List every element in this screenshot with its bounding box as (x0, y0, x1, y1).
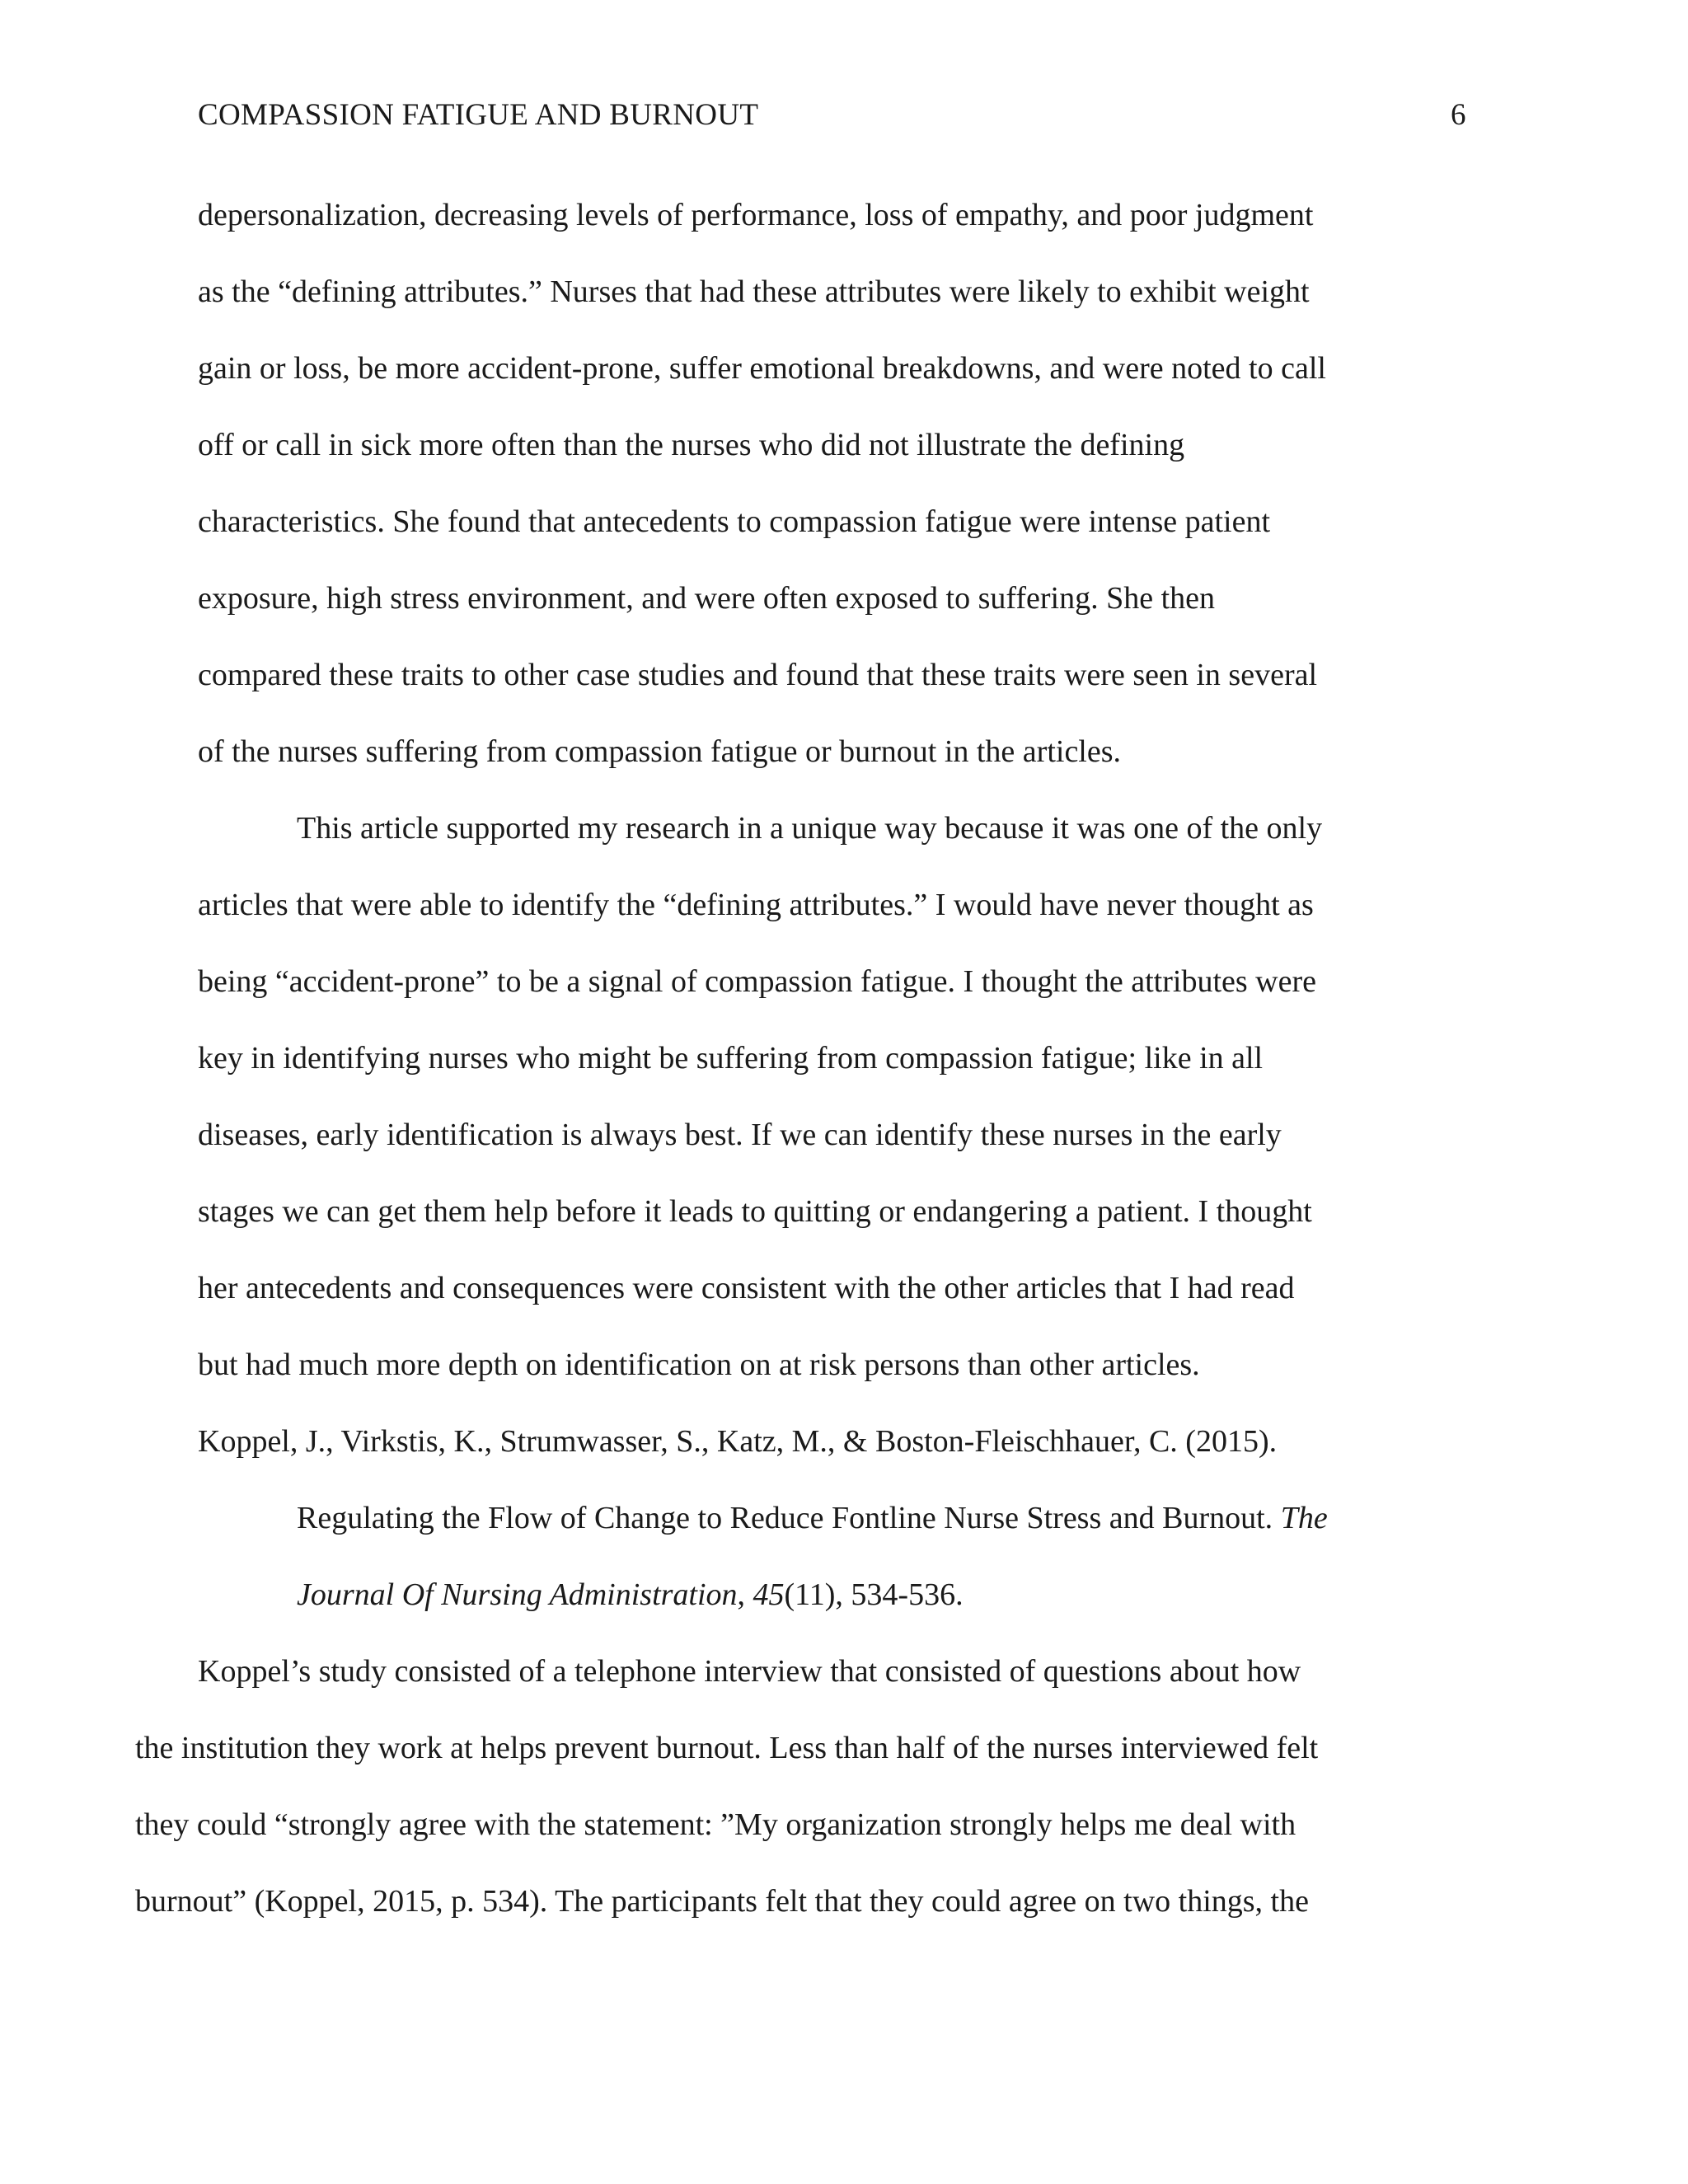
paragraph-2-line: diseases, early identification is always best. If we can identify these nurses in the early (198, 1118, 1282, 1152)
paragraph-1-line: gain or loss, be more accident-prone, suffer emotional breakdowns, and were noted to call (198, 351, 1326, 386)
paragraph-1-line: as the “defining attributes.” Nurses that had these attributes were likely to exhibit weight (198, 274, 1310, 309)
paragraph-2-line: being “accident-prone” to be a signal of compassion fatigue. I thought the attributes were (198, 964, 1316, 999)
reference-journal-line (297, 1576, 964, 1614)
paragraph-2-line: articles that were able to identify the “defining attributes.” I would have never thought as (198, 888, 1314, 922)
paragraph-2-line: her antecedents and consequences were consistent with the other articles that I had read (198, 1271, 1295, 1305)
paragraph-1-line: compared these traits to other case studies and found that these traits were seen in several (198, 658, 1318, 692)
paragraph-3-line: the institution they work at helps prevent burnout. Less than half of the nurses interviewed felt (135, 1731, 1319, 1765)
paragraph-1-line: of the nurses suffering from compassion fatigue or burnout in the articles. (198, 734, 1122, 769)
paragraph-2-line: key in identifying nurses who might be suffering from compassion fatigue; like in all (198, 1041, 1264, 1076)
paragraph-2-line: This article supported my research in a unique way because it was one of the only (297, 811, 1323, 846)
reference-title-line (297, 1499, 1328, 1537)
reference-authors: Koppel, J., Virkstis, K., Strumwasser, S., Katz, M., & Boston-Fleischhauer, C. (2015). (198, 1424, 1278, 1459)
reference-title: Regulating the Flow of Change to Reduce Fontline Nurse Stress and Burnout. (297, 1501, 1273, 1535)
paragraph-2-line: stages we can get them help before it leads to quitting or endangering a patient. I thought (198, 1194, 1312, 1229)
paragraph-3-line: burnout” (Koppel, 2015, p. 534). The participants felt that they could agree on two things, the (135, 1884, 1309, 1919)
paragraph-2-line: but had much more depth on identification on at risk persons than other articles. (198, 1347, 1200, 1382)
paragraph-3-line: Koppel’s study consisted of a telephone interview that consisted of questions about how (198, 1654, 1301, 1689)
running-head: COMPASSION FATIGUE AND BURNOUT (198, 98, 759, 132)
paragraph-1-line: characteristics. She found that antecedents to compassion fatigue were intense patient (198, 504, 1271, 539)
reference-comma: , (737, 1577, 746, 1612)
reference-journal: Journal Of Nursing Administration (297, 1577, 738, 1612)
reference-issue-pages: (11), 534-536. (784, 1577, 964, 1612)
paragraph-1-line: depersonalization, decreasing levels of performance, loss of empathy, and poor judgment (198, 198, 1314, 232)
page-number: 6 (1451, 98, 1466, 132)
paragraph-3-line: they could “strongly agree with the statement: ”My organization strongly helps me deal with (135, 1807, 1296, 1842)
paragraph-1-line: exposure, high stress environment, and were often exposed to suffering. She then (198, 581, 1215, 616)
paragraph-1-line: off or call in sick more often than the nurses who did not illustrate the defining (198, 428, 1185, 462)
reference-journal-start: The (1280, 1501, 1328, 1535)
reference-volume: 45 (753, 1577, 785, 1612)
